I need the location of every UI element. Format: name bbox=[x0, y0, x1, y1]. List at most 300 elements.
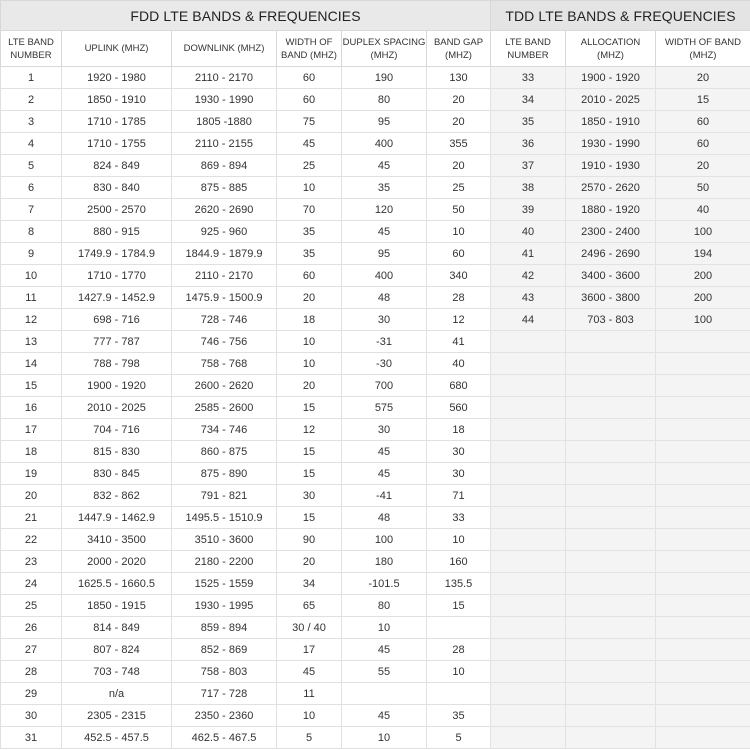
fdd-table-cell: 869 - 894 bbox=[172, 155, 277, 177]
tdd-column-header: ALLOCATION (MHZ) bbox=[566, 31, 656, 67]
tdd-table-cell bbox=[491, 617, 566, 639]
fdd-table-cell: 10 bbox=[342, 727, 427, 749]
fdd-table-cell: 30 bbox=[1, 705, 62, 727]
fdd-table-cell: 6 bbox=[1, 177, 62, 199]
fdd-table-cell: 71 bbox=[427, 485, 491, 507]
tdd-table-row bbox=[491, 397, 750, 419]
fdd-table-cell: 48 bbox=[342, 507, 427, 529]
tdd-table-cell: 2570 - 2620 bbox=[566, 177, 656, 199]
tdd-table-cell bbox=[656, 529, 750, 551]
tdd-table-cell bbox=[491, 441, 566, 463]
tdd-table-row bbox=[491, 485, 750, 507]
fdd-table-cell: 20 bbox=[427, 111, 491, 133]
tdd-table-cell bbox=[566, 331, 656, 353]
fdd-table-cell: 859 - 894 bbox=[172, 617, 277, 639]
fdd-table-cell: 45 bbox=[342, 463, 427, 485]
tdd-table-cell bbox=[566, 551, 656, 573]
tdd-table-cell bbox=[656, 595, 750, 617]
fdd-table-cell: 5 bbox=[277, 727, 342, 749]
fdd-column-header: DUPLEX SPACING (MHZ) bbox=[342, 31, 427, 67]
tdd-table-cell bbox=[656, 639, 750, 661]
tdd-table-cell: 1900 - 1920 bbox=[566, 67, 656, 89]
tdd-table-cell: 2010 - 2025 bbox=[566, 89, 656, 111]
fdd-table-row bbox=[1, 463, 491, 485]
fdd-table-cell: 25 bbox=[1, 595, 62, 617]
tdd-table-cell: 35 bbox=[491, 111, 566, 133]
fdd-table-cell: 35 bbox=[342, 177, 427, 199]
fdd-table-cell: 875 - 885 bbox=[172, 177, 277, 199]
fdd-table-cell: 728 - 746 bbox=[172, 309, 277, 331]
fdd-table-cell: 95 bbox=[342, 243, 427, 265]
tdd-table-cell bbox=[491, 331, 566, 353]
fdd-table-cell: 575 bbox=[342, 397, 427, 419]
tdd-table-row bbox=[491, 111, 750, 133]
fdd-table-cell: 704 - 716 bbox=[62, 419, 172, 441]
fdd-table-cell: 1625.5 - 1660.5 bbox=[62, 573, 172, 595]
tdd-table-cell: 20 bbox=[656, 67, 750, 89]
tdd-table-row bbox=[491, 463, 750, 485]
tdd-table-cell: 15 bbox=[656, 89, 750, 111]
tdd-table-cell bbox=[491, 463, 566, 485]
tdd-table-cell bbox=[656, 419, 750, 441]
fdd-table-cell: 190 bbox=[342, 67, 427, 89]
fdd-table-cell: 860 - 875 bbox=[172, 441, 277, 463]
fdd-table-cell: 20 bbox=[277, 375, 342, 397]
fdd-table-cell: 30 bbox=[342, 419, 427, 441]
fdd-table-cell: 1844.9 - 1879.9 bbox=[172, 243, 277, 265]
fdd-table-cell: 2305 - 2315 bbox=[62, 705, 172, 727]
fdd-table-cell: 20 bbox=[427, 155, 491, 177]
tdd-table-row bbox=[491, 441, 750, 463]
tdd-table-cell: 3400 - 3600 bbox=[566, 265, 656, 287]
fdd-table-cell: 2620 - 2690 bbox=[172, 199, 277, 221]
fdd-table-cell: 80 bbox=[342, 89, 427, 111]
fdd-table-cell: 880 - 915 bbox=[62, 221, 172, 243]
tdd-table-cell bbox=[491, 705, 566, 727]
fdd-table-cell bbox=[427, 617, 491, 639]
fdd-table-row bbox=[1, 199, 491, 221]
fdd-table-cell: 3510 - 3600 bbox=[172, 529, 277, 551]
fdd-table-cell: 680 bbox=[427, 375, 491, 397]
fdd-table-cell: 2500 - 2570 bbox=[62, 199, 172, 221]
tdd-table-row bbox=[491, 243, 750, 265]
fdd-table-cell: 3410 - 3500 bbox=[62, 529, 172, 551]
tdd-table-cell bbox=[566, 463, 656, 485]
fdd-table-cell: 400 bbox=[342, 265, 427, 287]
fdd-table-cell: 45 bbox=[342, 221, 427, 243]
fdd-table-cell: 2000 - 2020 bbox=[62, 551, 172, 573]
tdd-table-cell bbox=[566, 419, 656, 441]
fdd-table-row bbox=[1, 221, 491, 243]
tdd-table-row bbox=[491, 683, 750, 705]
tdd-table-cell bbox=[491, 639, 566, 661]
fdd-table-cell: 27 bbox=[1, 639, 62, 661]
fdd-table-row bbox=[1, 485, 491, 507]
tdd-table-row bbox=[491, 89, 750, 111]
fdd-table-cell: 30 / 40 bbox=[277, 617, 342, 639]
fdd-table-cell: 1525 - 1559 bbox=[172, 573, 277, 595]
fdd-table-cell: 4 bbox=[1, 133, 62, 155]
tdd-table-cell: 1880 - 1920 bbox=[566, 199, 656, 221]
tdd-table-row bbox=[491, 67, 750, 89]
tdd-table-cell bbox=[491, 529, 566, 551]
tdd-table-row bbox=[491, 287, 750, 309]
fdd-table-cell: 28 bbox=[427, 639, 491, 661]
fdd-table-cell: 10 bbox=[427, 221, 491, 243]
tdd-table-cell bbox=[656, 683, 750, 705]
fdd-table-cell: 15 bbox=[1, 375, 62, 397]
fdd-table-cell: 10 bbox=[277, 177, 342, 199]
tdd-table-cell: 1910 - 1930 bbox=[566, 155, 656, 177]
tdd-table-cell bbox=[566, 397, 656, 419]
tdd-table-cell bbox=[566, 617, 656, 639]
fdd-table-row bbox=[1, 551, 491, 573]
tdd-table-cell bbox=[491, 485, 566, 507]
fdd-column-header: WIDTH OF BAND (MHZ) bbox=[277, 31, 342, 67]
tdd-table-cell bbox=[656, 727, 750, 749]
fdd-table-cell: 830 - 840 bbox=[62, 177, 172, 199]
fdd-table-cell: 22 bbox=[1, 529, 62, 551]
tdd-table-cell: 37 bbox=[491, 155, 566, 177]
fdd-table-cell: 25 bbox=[277, 155, 342, 177]
fdd-table-cell: 703 - 748 bbox=[62, 661, 172, 683]
tdd-table-cell bbox=[656, 573, 750, 595]
fdd-table-cell: 1920 - 1980 bbox=[62, 67, 172, 89]
fdd-table-cell: 5 bbox=[1, 155, 62, 177]
tdd-table-cell: 44 bbox=[491, 309, 566, 331]
tdd-table-cell bbox=[566, 573, 656, 595]
tdd-table-cell: 200 bbox=[656, 287, 750, 309]
fdd-table-cell: 35 bbox=[277, 243, 342, 265]
fdd-table-cell: 1805 -1880 bbox=[172, 111, 277, 133]
fdd-table-cell: 2110 - 2155 bbox=[172, 133, 277, 155]
fdd-table-cell: 10 bbox=[427, 661, 491, 683]
tdd-table-cell bbox=[656, 441, 750, 463]
fdd-table-cell: 12 bbox=[427, 309, 491, 331]
fdd-table-cell: 12 bbox=[1, 309, 62, 331]
fdd-table-cell: 2110 - 2170 bbox=[172, 67, 277, 89]
fdd-table-cell: -31 bbox=[342, 331, 427, 353]
fdd-table-cell: 60 bbox=[277, 265, 342, 287]
tdd-table-cell: 43 bbox=[491, 287, 566, 309]
tdd-table-cell: 60 bbox=[656, 111, 750, 133]
tdd-table-row bbox=[491, 155, 750, 177]
fdd-table-title: FDD LTE BANDS & FREQUENCIES bbox=[1, 1, 491, 31]
tdd-table-cell bbox=[491, 397, 566, 419]
fdd-table-cell: 18 bbox=[427, 419, 491, 441]
fdd-table-row bbox=[1, 727, 491, 749]
tdd-table-cell: 2300 - 2400 bbox=[566, 221, 656, 243]
fdd-table-cell: 30 bbox=[427, 463, 491, 485]
tdd-table-cell bbox=[656, 507, 750, 529]
fdd-table-cell: 130 bbox=[427, 67, 491, 89]
tdd-table-row bbox=[491, 661, 750, 683]
tdd-table-cell bbox=[566, 375, 656, 397]
tdd-table-cell bbox=[656, 375, 750, 397]
fdd-table-row bbox=[1, 639, 491, 661]
fdd-table-cell: 45 bbox=[342, 705, 427, 727]
fdd-column-header: LTE BAND NUMBER bbox=[1, 31, 62, 67]
tdd-table-cell: 34 bbox=[491, 89, 566, 111]
tdd-table-cell bbox=[491, 595, 566, 617]
tdd-table-title: TDD LTE BANDS & FREQUENCIES bbox=[491, 1, 750, 31]
tdd-table-row bbox=[491, 309, 750, 331]
fdd-table-cell: 17 bbox=[1, 419, 62, 441]
fdd-table-cell: 10 bbox=[1, 265, 62, 287]
fdd-table-cell: 100 bbox=[342, 529, 427, 551]
fdd-table-cell: 700 bbox=[342, 375, 427, 397]
fdd-table-row bbox=[1, 661, 491, 683]
tdd-table-row bbox=[491, 705, 750, 727]
fdd-table-cell: 45 bbox=[342, 155, 427, 177]
tdd-table-cell: 100 bbox=[656, 221, 750, 243]
fdd-table-cell: 2600 - 2620 bbox=[172, 375, 277, 397]
fdd-table-cell: 7 bbox=[1, 199, 62, 221]
fdd-table-cell: 12 bbox=[277, 419, 342, 441]
fdd-table-cell: 925 - 960 bbox=[172, 221, 277, 243]
fdd-table-cell: 45 bbox=[342, 441, 427, 463]
tdd-table-cell bbox=[656, 551, 750, 573]
fdd-table-row bbox=[1, 89, 491, 111]
fdd-table-cell: 60 bbox=[277, 67, 342, 89]
fdd-table-row bbox=[1, 375, 491, 397]
fdd-table-cell: 3 bbox=[1, 111, 62, 133]
tdd-table-cell bbox=[566, 485, 656, 507]
fdd-table-cell: 95 bbox=[342, 111, 427, 133]
fdd-table-cell: 758 - 803 bbox=[172, 661, 277, 683]
fdd-table-row bbox=[1, 441, 491, 463]
tdd-table-cell bbox=[491, 419, 566, 441]
fdd-table-cell: 2 bbox=[1, 89, 62, 111]
fdd-table-cell: 832 - 862 bbox=[62, 485, 172, 507]
fdd-table-cell: 14 bbox=[1, 353, 62, 375]
tdd-table-row bbox=[491, 617, 750, 639]
tdd-table-row bbox=[491, 529, 750, 551]
fdd-table-cell: 758 - 768 bbox=[172, 353, 277, 375]
tdd-table-cell bbox=[491, 551, 566, 573]
fdd-table-cell: 19 bbox=[1, 463, 62, 485]
fdd-table-cell bbox=[427, 683, 491, 705]
fdd-table-cell: 1930 - 1990 bbox=[172, 89, 277, 111]
fdd-table-cell: 1850 - 1910 bbox=[62, 89, 172, 111]
fdd-table-cell: 20 bbox=[427, 89, 491, 111]
fdd-table-cell: 35 bbox=[277, 221, 342, 243]
fdd-table-cell: 23 bbox=[1, 551, 62, 573]
fdd-table-cell: 815 - 830 bbox=[62, 441, 172, 463]
fdd-table-cell: 1749.9 - 1784.9 bbox=[62, 243, 172, 265]
tdd-table-cell bbox=[656, 353, 750, 375]
fdd-table-cell: 25 bbox=[427, 177, 491, 199]
fdd-table-cell: 20 bbox=[277, 551, 342, 573]
tdd-table-cell bbox=[566, 595, 656, 617]
tdd-table-row bbox=[491, 331, 750, 353]
fdd-table-cell: 560 bbox=[427, 397, 491, 419]
tdd-table-cell bbox=[566, 529, 656, 551]
fdd-table-cell: 48 bbox=[342, 287, 427, 309]
fdd-table-cell: 9 bbox=[1, 243, 62, 265]
fdd-table-row bbox=[1, 243, 491, 265]
fdd-table-cell: -30 bbox=[342, 353, 427, 375]
tdd-table-cell bbox=[491, 727, 566, 749]
tdd-table-row bbox=[491, 573, 750, 595]
tdd-table-cell bbox=[566, 507, 656, 529]
tdd-table-cell: 40 bbox=[656, 199, 750, 221]
fdd-table-cell: 1900 - 1920 bbox=[62, 375, 172, 397]
tdd-table-cell bbox=[491, 683, 566, 705]
fdd-table-cell: 15 bbox=[277, 397, 342, 419]
fdd-table-cell: 135.5 bbox=[427, 573, 491, 595]
fdd-table-row bbox=[1, 331, 491, 353]
fdd-table-cell: 28 bbox=[427, 287, 491, 309]
fdd-table-row bbox=[1, 67, 491, 89]
fdd-table-cell: 20 bbox=[1, 485, 62, 507]
fdd-table-cell: 777 - 787 bbox=[62, 331, 172, 353]
fdd-table-cell: 10 bbox=[277, 705, 342, 727]
fdd-table-cell: 21 bbox=[1, 507, 62, 529]
tdd-table-cell: 42 bbox=[491, 265, 566, 287]
fdd-table-cell: 180 bbox=[342, 551, 427, 573]
fdd-table-cell: 34 bbox=[277, 573, 342, 595]
tdd-table-cell: 60 bbox=[656, 133, 750, 155]
fdd-table-row bbox=[1, 529, 491, 551]
fdd-table-cell: 30 bbox=[427, 441, 491, 463]
fdd-column-header: BAND GAP (MHZ) bbox=[427, 31, 491, 67]
tdd-table-cell bbox=[656, 485, 750, 507]
tdd-table-cell bbox=[656, 617, 750, 639]
tdd-table-cell bbox=[566, 661, 656, 683]
fdd-table-row bbox=[1, 573, 491, 595]
fdd-table-cell: 31 bbox=[1, 727, 62, 749]
fdd-table-row bbox=[1, 177, 491, 199]
fdd-table-row bbox=[1, 353, 491, 375]
fdd-table-cell: 1710 - 1785 bbox=[62, 111, 172, 133]
tdd-table-row bbox=[491, 265, 750, 287]
fdd-table-cell: 120 bbox=[342, 199, 427, 221]
fdd-table-cell: 10 bbox=[277, 331, 342, 353]
tdd-table-cell bbox=[566, 353, 656, 375]
fdd-table-cell: 41 bbox=[427, 331, 491, 353]
fdd-table-cell: 11 bbox=[1, 287, 62, 309]
fdd-table-cell: 15 bbox=[277, 507, 342, 529]
fdd-table-row bbox=[1, 133, 491, 155]
fdd-table-cell bbox=[342, 683, 427, 705]
fdd-table-cell: 1495.5 - 1510.9 bbox=[172, 507, 277, 529]
tdd-table-cell bbox=[566, 639, 656, 661]
fdd-table-cell: 26 bbox=[1, 617, 62, 639]
fdd-table-cell: 55 bbox=[342, 661, 427, 683]
fdd-table-cell: 2010 - 2025 bbox=[62, 397, 172, 419]
fdd-table-cell: 13 bbox=[1, 331, 62, 353]
tdd-table-row bbox=[491, 353, 750, 375]
fdd-table-cell: 35 bbox=[427, 705, 491, 727]
fdd-table-cell: 10 bbox=[277, 353, 342, 375]
fdd-table-cell: 60 bbox=[427, 243, 491, 265]
fdd-table-cell: 45 bbox=[277, 133, 342, 155]
fdd-table-cell: 2110 - 2170 bbox=[172, 265, 277, 287]
fdd-table-row bbox=[1, 705, 491, 727]
fdd-table-cell: 28 bbox=[1, 661, 62, 683]
fdd-table-cell: 462.5 - 467.5 bbox=[172, 727, 277, 749]
tdd-table-row bbox=[491, 419, 750, 441]
fdd-table-row bbox=[1, 111, 491, 133]
fdd-table-cell: 160 bbox=[427, 551, 491, 573]
fdd-table-cell: n/a bbox=[62, 683, 172, 705]
tdd-table-cell bbox=[491, 375, 566, 397]
tdd-table-cell: 20 bbox=[656, 155, 750, 177]
tdd-table-cell: 703 - 803 bbox=[566, 309, 656, 331]
fdd-table-cell: 11 bbox=[277, 683, 342, 705]
tdd-table-row bbox=[491, 507, 750, 529]
fdd-table-cell: 40 bbox=[427, 353, 491, 375]
tdd-table-row bbox=[491, 595, 750, 617]
fdd-table-cell: -41 bbox=[342, 485, 427, 507]
fdd-table-cell: 1 bbox=[1, 67, 62, 89]
tdd-table-cell bbox=[566, 441, 656, 463]
fdd-table-cell: 60 bbox=[277, 89, 342, 111]
tdd-table-cell: 200 bbox=[656, 265, 750, 287]
tdd-table-cell: 3600 - 3800 bbox=[566, 287, 656, 309]
tdd-table-cell: 2496 - 2690 bbox=[566, 243, 656, 265]
tdd-table-row bbox=[491, 221, 750, 243]
fdd-table-cell: 33 bbox=[427, 507, 491, 529]
fdd-table-cell: 807 - 824 bbox=[62, 639, 172, 661]
tdd-table-row bbox=[491, 375, 750, 397]
tdd-table-cell bbox=[656, 331, 750, 353]
tdd-table-cell: 38 bbox=[491, 177, 566, 199]
tdd-table-cell: 36 bbox=[491, 133, 566, 155]
tdd-table-cell: 40 bbox=[491, 221, 566, 243]
tdd-table-cell bbox=[491, 573, 566, 595]
fdd-table-cell: 734 - 746 bbox=[172, 419, 277, 441]
fdd-table-cell: 20 bbox=[277, 287, 342, 309]
fdd-table-row bbox=[1, 507, 491, 529]
tdd-table-cell bbox=[656, 397, 750, 419]
tdd-table-row bbox=[491, 177, 750, 199]
fdd-table-cell: 1475.9 - 1500.9 bbox=[172, 287, 277, 309]
fdd-table-row bbox=[1, 419, 491, 441]
fdd-table-cell: 90 bbox=[277, 529, 342, 551]
tdd-table-cell: 33 bbox=[491, 67, 566, 89]
fdd-table-cell: 45 bbox=[342, 639, 427, 661]
fdd-table-cell: 1710 - 1755 bbox=[62, 133, 172, 155]
tdd-table-row bbox=[491, 199, 750, 221]
tdd-table-cell: 194 bbox=[656, 243, 750, 265]
fdd-table-cell: 16 bbox=[1, 397, 62, 419]
fdd-table-cell: 2585 - 2600 bbox=[172, 397, 277, 419]
fdd-table-cell: 30 bbox=[342, 309, 427, 331]
fdd-table-cell: 1710 - 1770 bbox=[62, 265, 172, 287]
tdd-table-cell bbox=[491, 507, 566, 529]
tdd-table-cell: 39 bbox=[491, 199, 566, 221]
fdd-table-cell: 355 bbox=[427, 133, 491, 155]
fdd-column-header: UPLINK (MHZ) bbox=[62, 31, 172, 67]
tdd-table-cell: 1930 - 1990 bbox=[566, 133, 656, 155]
fdd-table-cell: 824 - 849 bbox=[62, 155, 172, 177]
fdd-table-row bbox=[1, 683, 491, 705]
fdd-table-cell: 830 - 845 bbox=[62, 463, 172, 485]
fdd-table-cell: 340 bbox=[427, 265, 491, 287]
tdd-table-cell: 1850 - 1910 bbox=[566, 111, 656, 133]
tdd-table-cell bbox=[566, 727, 656, 749]
fdd-table-cell: 70 bbox=[277, 199, 342, 221]
fdd-table-cell: 18 bbox=[1, 441, 62, 463]
fdd-table-cell: 1447.9 - 1462.9 bbox=[62, 507, 172, 529]
fdd-table-cell: 5 bbox=[427, 727, 491, 749]
tdd-column-header: WIDTH OF BAND (MHZ) bbox=[656, 31, 750, 67]
fdd-table-cell: 8 bbox=[1, 221, 62, 243]
fdd-table-cell: 717 - 728 bbox=[172, 683, 277, 705]
fdd-table-cell: 875 - 890 bbox=[172, 463, 277, 485]
